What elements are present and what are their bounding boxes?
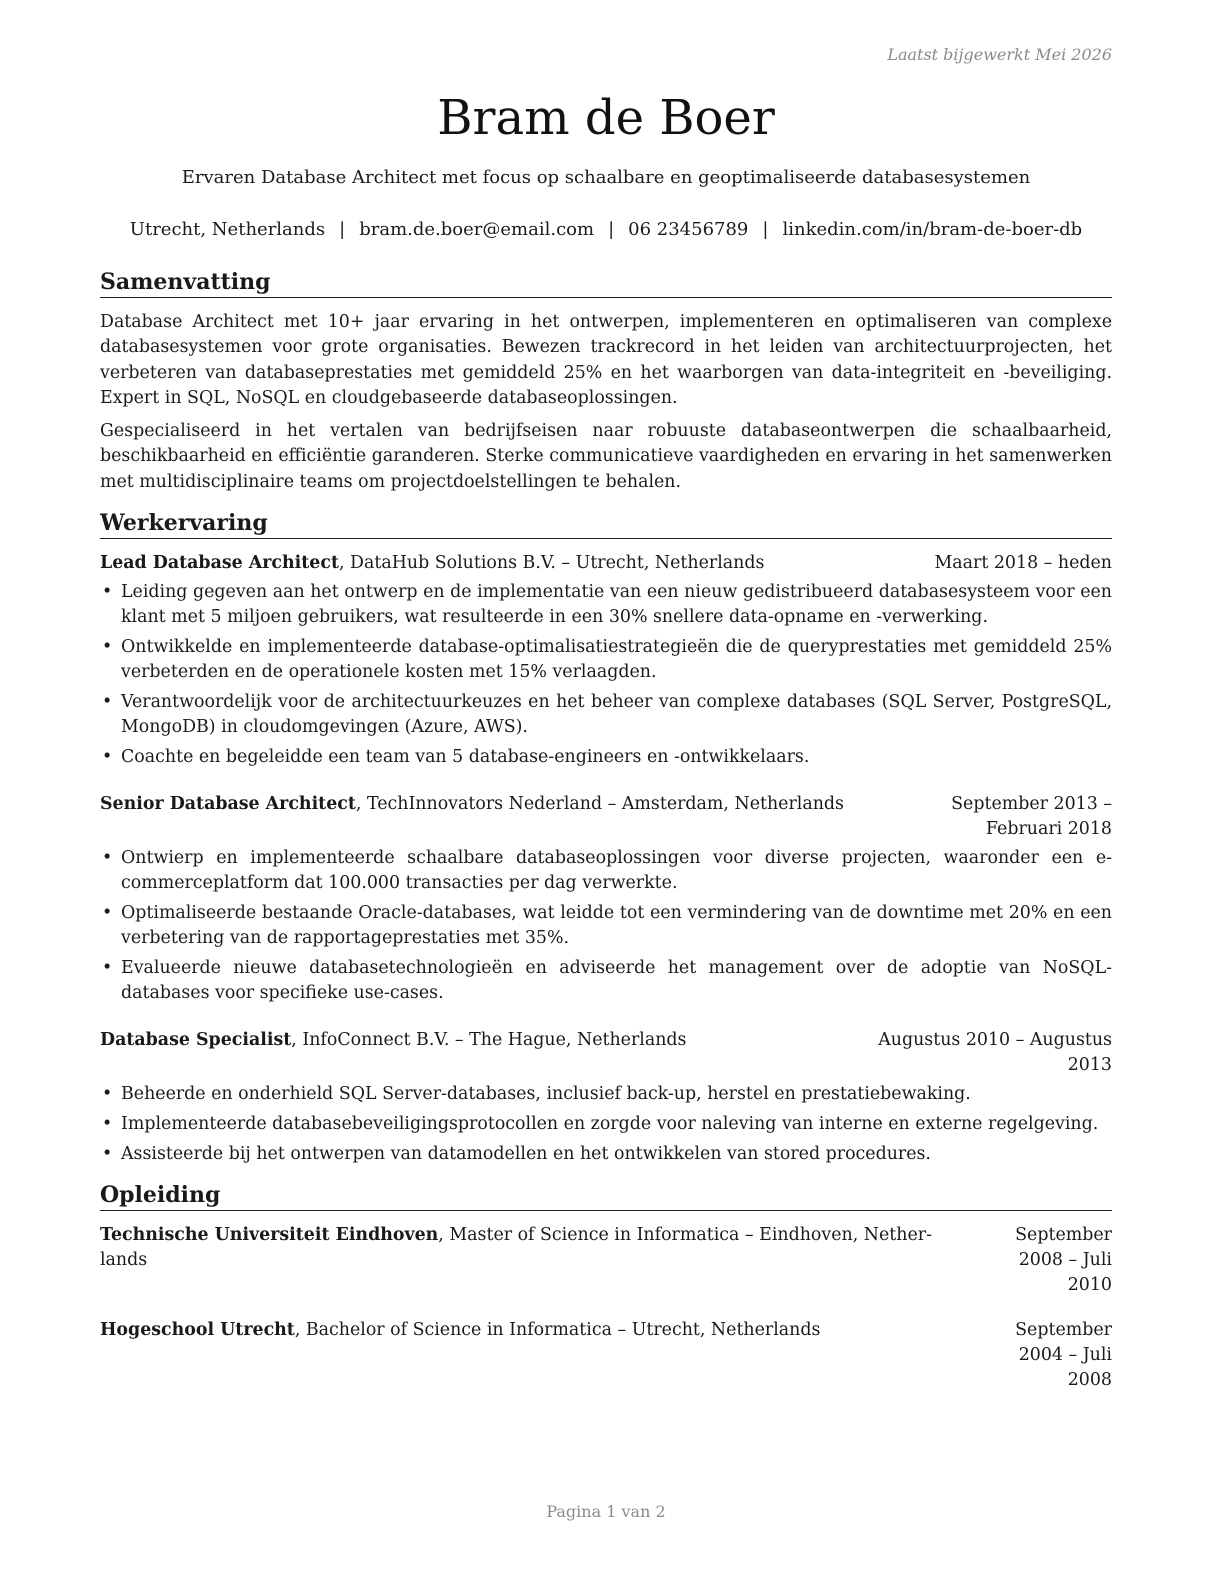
job-entry <box>100 792 1112 1006</box>
job-company: , TechInnovators Nederland – Amsterdam, Netherlands <box>355 794 844 815</box>
contact-separator: | <box>339 219 346 240</box>
education-degree: , Bachelor of Science in Informatica – Utrecht, Netherlands <box>294 1320 821 1341</box>
contact-linkedin[interactable]: linkedin.com/in/bram-de-boer-db <box>782 219 1083 240</box>
experience-section <box>100 509 1112 1167</box>
contact-phone: 06 23456789 <box>628 219 749 240</box>
list-item: • Beheerde en onderhield SQL Server-databases, inclusief back-up, herstel en prestatiebewaking. <box>102 1084 971 1105</box>
job-header <box>100 551 1112 576</box>
job-bullets <box>100 1082 1112 1167</box>
job-dates: Augustus 2010 – Augustus 2013 <box>878 1030 1112 1076</box>
job-title-line <box>100 792 860 817</box>
education-title-line <box>100 1223 972 1273</box>
contact-location: Utrecht, Netherlands <box>129 219 326 240</box>
education-entry <box>100 1223 1112 1298</box>
list-item: • Implementeerde databasebeveiligingsprotocollen en zorgde voor naleving van interne en externe regelgeving. <box>102 1114 1099 1135</box>
education-header <box>100 1318 1112 1393</box>
summary-paragraph: Gespecialiseerd in het vertalen van bedrijfseisen naar robuuste databaseontwerpen die schaalbaarheid, beschikbaarheid en efficiëntie garanderen. Sterke communicatieve vaardigheden en ervaring in het samenwerken met multidisciplinaire teams om projectdoelstellingen te behalen. <box>100 421 1112 492</box>
tagline: Ervaren Database Architect met focus op schaalbare en geoptimaliseerde databasesystemen <box>181 167 1031 188</box>
job-header <box>100 792 1112 842</box>
resume-page <box>100 0 1112 1584</box>
education-entry <box>100 1318 1112 1393</box>
job-header <box>100 1028 1112 1078</box>
job-entry <box>100 1028 1112 1167</box>
job-title-line <box>100 551 910 576</box>
contact-separator: | <box>608 219 615 240</box>
resume-content <box>100 268 1112 1413</box>
education-dates: September 2004 – Juli 2008 <box>1015 1320 1112 1391</box>
list-item: • Ontwikkelde en implementeerde database-optimalisatiestrategieën die de queryprestaties met gemiddeld 25% verbeterden en de operationele kosten met 15% verlaagden. <box>102 637 1112 683</box>
list-item: • Coachte en begeleidde een team van 5 database-engineers en -ontwikkelaars. <box>102 747 810 768</box>
section-title-summary: Samenvatting <box>100 268 1112 298</box>
page-number: Pagina 1 van 2 <box>546 1502 666 1521</box>
education-section <box>100 1181 1112 1393</box>
education-school: Technische Universiteit Eindhoven <box>100 1225 439 1246</box>
job-role: Database Specialist <box>100 1030 292 1051</box>
education-dates: September 2008 – Juli 2010 <box>1015 1225 1112 1296</box>
contact-line <box>100 219 1112 240</box>
job-company: , DataHub Solutions B.V. – Utrecht, Netherlands <box>338 553 765 574</box>
list-item: • Assisteerde bij het ontwerpen van datamodellen en het ontwikkelen van stored procedures. <box>102 1144 931 1165</box>
job-entry <box>100 551 1112 770</box>
last-updated-note: Laatst bijgewerkt Mei 2026 <box>887 45 1112 64</box>
job-bullets <box>100 580 1112 770</box>
contact-separator: | <box>762 219 769 240</box>
candidate-name: Bram de Boer <box>437 90 775 146</box>
section-title-experience: Werkervaring <box>100 509 1112 539</box>
job-title-line <box>100 1028 860 1053</box>
education-header <box>100 1223 1112 1298</box>
education-title-line <box>100 1318 972 1343</box>
list-item: • Ontwierp en implementeerde schaalbare databaseoplossingen voor diverse projecten, waaronder een e-commerceplatform dat 100.000 transacties per dag verwerkte. <box>102 848 1112 894</box>
list-item: • Leiding gegeven aan het ontwerp en de implementatie van een nieuw gedistribueerd databasesysteem voor een klant met 5 miljoen gebruikers, wat resulteerde in een 30% snellere data-opname en -verwerking. <box>102 582 1112 628</box>
list-item: • Verantwoordelijk voor de architectuurkeuzes en het beheer van complexe databases (SQL Server, PostgreSQL, MongoDB) in cloudomgevingen (Azure, AWS). <box>102 692 1112 738</box>
section-title-education: Opleiding <box>100 1181 1112 1211</box>
list-item: • Optimaliseerde bestaande Oracle-databases, wat leidde tot een vermindering van de downtime met 20% en een verbetering van de rapportageprestaties met 35%. <box>102 903 1112 949</box>
job-bullets <box>100 846 1112 1006</box>
education-degree: , Master of Science in Informatica – Eindhoven, Netherlands <box>100 1225 932 1271</box>
education-school: Hogeschool Utrecht <box>100 1320 295 1341</box>
contact-email[interactable]: bram.de.boer@email.com <box>359 219 595 240</box>
job-role: Senior Database Architect <box>100 794 356 815</box>
job-role: Lead Database Architect <box>100 553 339 574</box>
summary-paragraph: Database Architect met 10+ jaar ervaring in het ontwerpen, implementeren en optimaliseren van complexe databasesystemen voor grote organisaties. Bewezen trackrecord in het leiden van architectuurprojecten, het verbeteren van databaseprestaties met gemiddeld 25% en het waarborgen van data-integriteit en -beveiliging. Expert in SQL, NoSQL en cloudgebaseerde databaseoplossingen. <box>100 312 1112 408</box>
list-item: • Evalueerde nieuwe databasetechnologieën en adviseerde het management over de adoptie van NoSQL-databases voor specifieke use-cases. <box>102 958 1112 1004</box>
job-dates: Maart 2018 – heden <box>934 553 1112 574</box>
job-dates: September 2013 – Februari 2018 <box>951 794 1112 840</box>
summary-section <box>100 268 1112 495</box>
job-company: , InfoConnect B.V. – The Hague, Netherlands <box>291 1030 687 1051</box>
